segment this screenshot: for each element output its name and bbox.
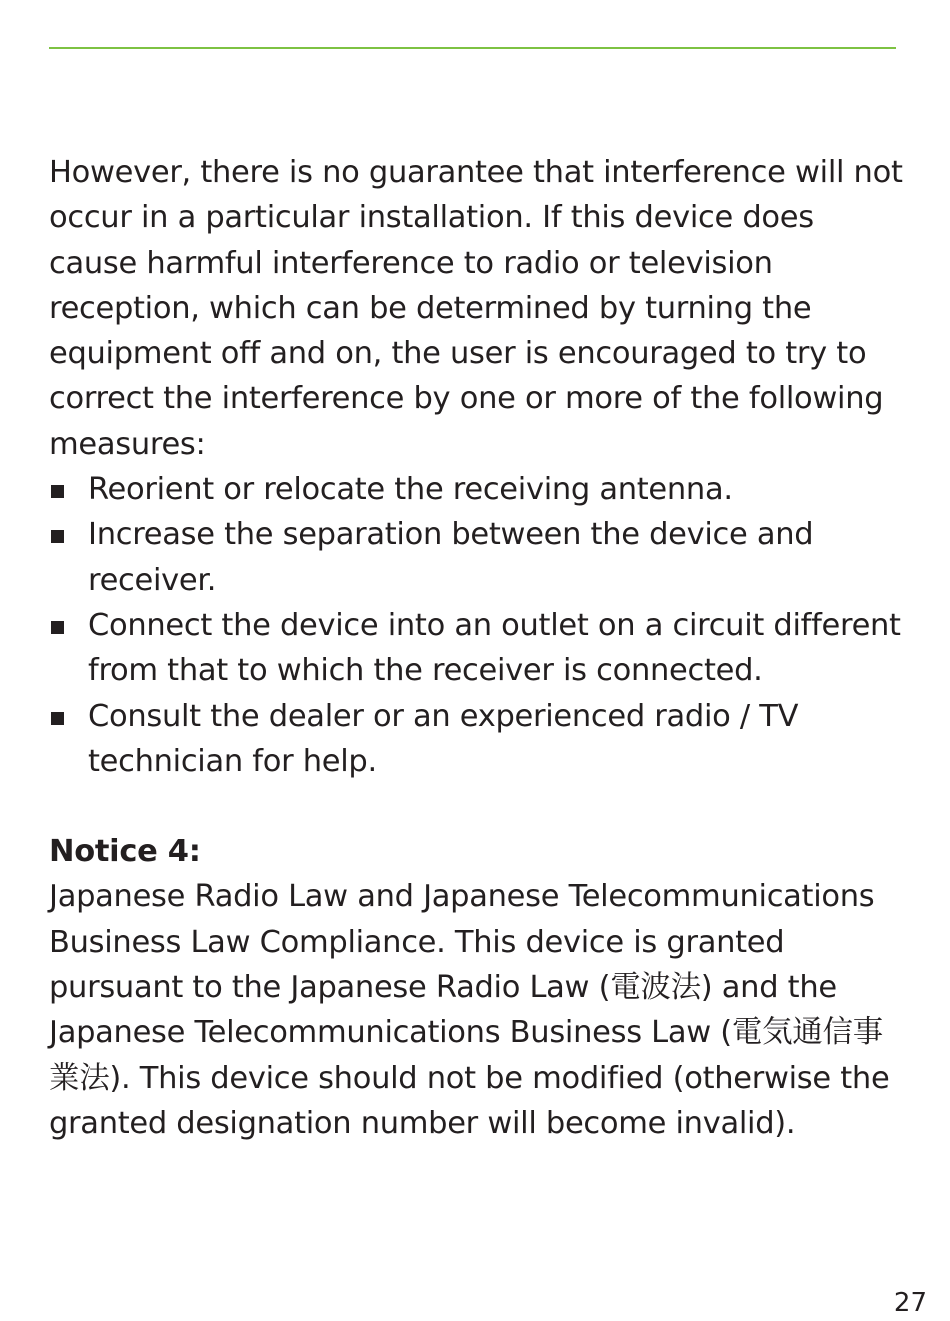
list-item — [49, 467, 909, 512]
page-number: 27 — [893, 1288, 927, 1318]
square-bullet-icon — [51, 530, 64, 543]
measures-list — [49, 467, 909, 784]
list-item — [49, 512, 909, 603]
list-item — [49, 603, 909, 694]
square-bullet-icon — [51, 712, 64, 725]
intro-paragraph: However, there is no guarantee that interference will not occur in a particular installation. If this device does cause harmful interference to radio or television reception, which can be determined by turning the equipment off and on, the user is encouraged to try to correct the interference by one or more of the following measures: — [49, 155, 903, 462]
notice-body: Japanese Radio Law and Japanese Telecommunications Business Law Compliance. This device is granted pursuant to the Japanese Radio Law (電波法) and the Japanese Telecommunications Business Law (電気通信事業法). This device should not be modified (otherwise the granted designation number will become invalid). — [49, 879, 890, 1141]
measure-text: Consult the dealer or an experienced radio / TV technician for help. — [88, 698, 799, 779]
square-bullet-icon — [51, 621, 64, 634]
header-rule — [49, 47, 896, 49]
measure-text: Connect the device into an outlet on a circuit different from that to which the receiver is connected. — [88, 607, 901, 689]
measure-text: Increase the separation between the device and receiver. — [88, 517, 814, 598]
square-bullet-icon — [51, 485, 64, 498]
notice-heading: Notice 4: — [49, 834, 201, 870]
list-item — [49, 694, 909, 785]
document-body — [49, 150, 909, 1146]
measure-text: Reorient or relocate the receiving antenna. — [88, 472, 733, 508]
